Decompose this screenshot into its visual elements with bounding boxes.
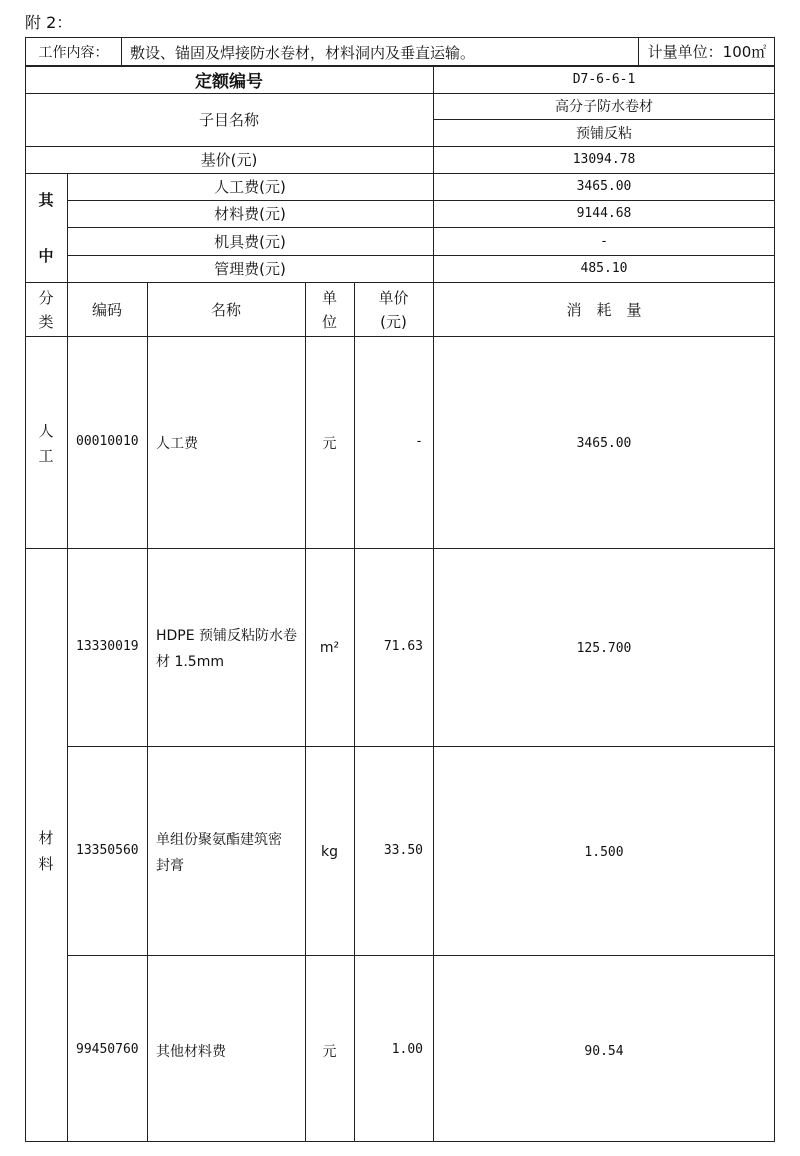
quota-number-value: D7-6-6-1 bbox=[572, 72, 636, 87]
col-unit-1: 单 bbox=[321, 288, 337, 307]
management-cost-value: 485.10 bbox=[580, 261, 628, 276]
table-row-unit: 元 bbox=[322, 436, 337, 452]
table-row-unit: kg bbox=[321, 844, 338, 860]
col-category-1: 分 bbox=[38, 288, 54, 307]
table-row-unit: m² bbox=[319, 640, 340, 656]
table-row-name: 其他材料费 bbox=[156, 1044, 226, 1060]
table-row-code: 00010010 bbox=[76, 434, 139, 449]
table-row-price: - bbox=[415, 434, 423, 449]
table-row-qty: 1.500 bbox=[584, 844, 624, 860]
table-row-code: 99450760 bbox=[76, 1042, 139, 1057]
appendix-label: 附 2： bbox=[25, 13, 73, 32]
machine-cost-value: - bbox=[600, 233, 608, 249]
item-name-label: 子目名称 bbox=[198, 111, 259, 129]
col-code: 编码 bbox=[91, 300, 122, 319]
table-row-name: HDPE 预铺反粘防水卷 bbox=[156, 628, 298, 644]
table-row-code: 13330019 bbox=[76, 639, 139, 654]
table-row-qty: 125.700 bbox=[576, 640, 632, 656]
table-row-name-2: 封膏 bbox=[156, 858, 184, 874]
management-cost-label: 管理费(元) bbox=[214, 260, 286, 278]
table-row-price: 33.50 bbox=[383, 843, 423, 858]
col-price-1: 单价 bbox=[378, 288, 409, 307]
col-consumption: 消 耗 量 bbox=[566, 300, 642, 319]
among-char-1: 其 bbox=[38, 190, 54, 209]
table-row-code: 13350560 bbox=[76, 843, 139, 858]
item-name-line1: 高分子防水卷材 bbox=[555, 99, 653, 115]
group-material-2: 料 bbox=[38, 854, 54, 873]
table-row-name-2: 材 1.5mm bbox=[156, 654, 224, 670]
table-row-qty: 90.54 bbox=[584, 1043, 624, 1059]
base-price-value: 13094.78 bbox=[572, 152, 636, 167]
item-name-line2: 预铺反粘 bbox=[576, 125, 632, 142]
table-row-unit: 元 bbox=[322, 1044, 337, 1060]
group-labor-2: 工 bbox=[38, 446, 54, 465]
material-cost-value: 9144.68 bbox=[576, 206, 632, 221]
table-row-qty: 3465.00 bbox=[576, 435, 632, 451]
table-row-name: 人工费 bbox=[156, 436, 198, 452]
col-unit-2: 位 bbox=[321, 312, 337, 331]
machine-cost-label: 机具费(元) bbox=[214, 232, 286, 251]
table-row-name: 单组份聚氨酯建筑密 bbox=[156, 832, 282, 848]
measurement-unit: 计量单位：100㎡ bbox=[647, 43, 767, 61]
table-row-price: 71.63 bbox=[383, 639, 423, 654]
group-labor-1: 人 bbox=[38, 421, 54, 440]
labor-cost-value: 3465.00 bbox=[576, 179, 632, 194]
material-cost-label: 材料费(元) bbox=[214, 205, 286, 223]
group-material-1: 材 bbox=[38, 828, 54, 847]
work-content-label: 工作内容： bbox=[38, 44, 109, 61]
labor-cost-label: 人工费(元) bbox=[214, 178, 286, 196]
work-content-text: 敷设、锚固及焊接防水卷材，材料洞内及垂直运输。 bbox=[130, 44, 476, 62]
col-name: 名称 bbox=[210, 300, 241, 319]
base-price-label: 基价(元) bbox=[200, 151, 258, 169]
among-char-2: 中 bbox=[38, 246, 54, 265]
table-row-price: 1.00 bbox=[391, 1042, 423, 1057]
col-price-2: (元) bbox=[380, 312, 407, 331]
col-category-2: 类 bbox=[38, 312, 54, 331]
quota-number-label: 定额编号 bbox=[195, 72, 263, 92]
